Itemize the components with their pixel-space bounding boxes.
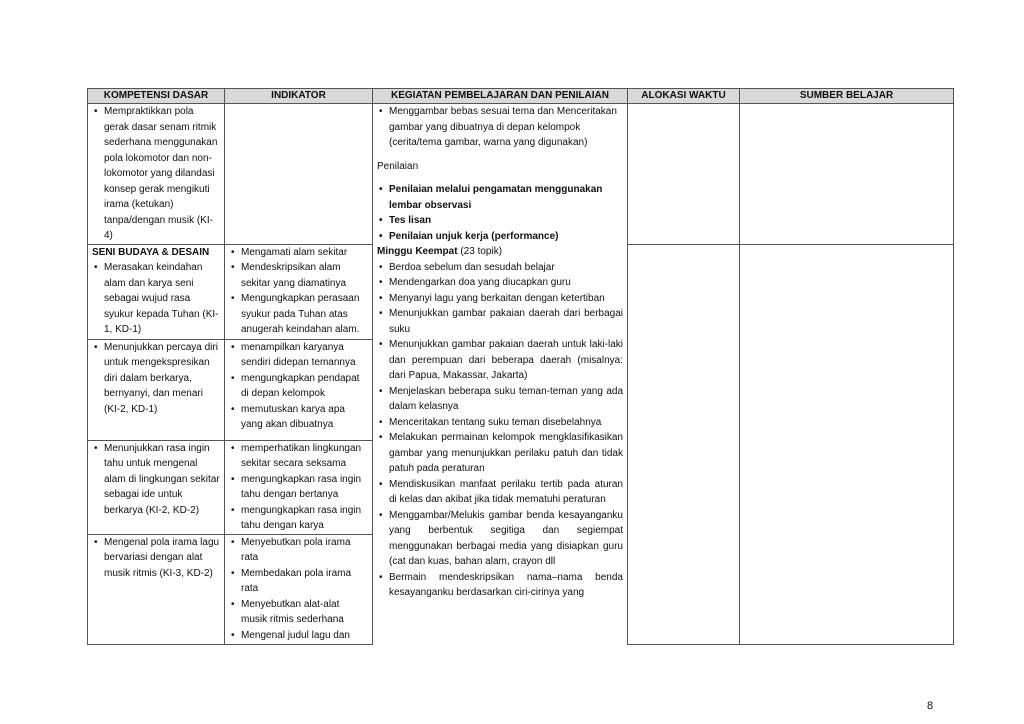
table-header-row [88, 89, 954, 104]
kd-cell [88, 534, 225, 644]
indikator-cell [225, 339, 373, 440]
indikator-item: • Menyebutkan alat-alat musik ritmis sederhana [229, 597, 368, 628]
kd-item: • Mempraktikkan pola gerak dasar senam ritmik sederhana menggunakan pola lokomotor dan non-lokomotor yang dilandasi konsep gerak mengikuti irama (ketukan) tanpa/dengan musik (KI-4) [92, 104, 220, 244]
indikator-item: • Menyebutkan pola irama rata [229, 535, 368, 566]
penilaian-item: • Penilaian unjuk kerja (performance) [377, 229, 623, 245]
kegiatan-item: • Menjelaskan beberapa suku teman-teman yang ada dalam kelasnya [377, 384, 623, 415]
indikator-item: • Mengamati alam sekitar [229, 245, 368, 261]
indikator-item: • memperhatikan lingkungan sekitar secara seksama [229, 441, 368, 472]
header-kompetensi: KOMPETENSI DASAR [88, 89, 225, 104]
alokasi-cell [628, 104, 740, 245]
sumber-cell [740, 244, 954, 644]
indikator-item: • Mendeskripsikan alam sekitar yang diamatinya [229, 260, 368, 291]
syllabus-table [87, 88, 954, 645]
indikator-item: • Mengenal judul lagu dan [229, 628, 368, 644]
kegiatan-item: • Mendiskusikan manfaat perilaku tertib pada aturan di kelas dan akibat jika tidak mematuhi peraturan [377, 477, 623, 508]
sumber-cell [740, 104, 954, 245]
indikator-item: • memutuskan karya apa yang akan dibuatnya [229, 402, 368, 433]
kegiatan-item: • Mendengarkan doa yang diucapkan guru [377, 275, 623, 291]
indikator-item: • menampilkan karyanya sendiri didepan temannya [229, 340, 368, 371]
kd-item: • Mengenal pola irama lagu bervariasi dengan alat musik ritmis (KI-3, KD-2) [92, 535, 220, 582]
indikator-cell [225, 440, 373, 534]
indikator-item: • mengungkapkan rasa ingin tahu dengan bertanya [229, 472, 368, 503]
indikator-cell [225, 244, 373, 339]
kd-item: • Menunjukkan percaya diri untuk mengekspresikan diri dalam berkarya, bernyanyi, dan menari (KI-2, KD-1) [92, 340, 220, 418]
section-title: SENI BUDAYA & DESAIN [92, 246, 210, 258]
week-note: (23 topik) [460, 246, 503, 257]
header-indikator: INDIKATOR [225, 89, 373, 104]
kegiatan-item: • Bermain mendeskripsikan nama–nama benda kesayanganku berdasarkan ciri-cirinya yang [377, 570, 623, 601]
kd-cell [88, 244, 225, 339]
header-alokasi: ALOKASI WAKTU [628, 89, 740, 104]
kegiatan-item: • Menggambar bebas sesuai tema dan Menceritakan gambar yang dibuatnya di depan kelompok (cerita/tema gambar, warna yang digunakan) [377, 104, 623, 151]
page-number: 8 [927, 700, 934, 712]
kd-cell [88, 104, 225, 245]
week-heading [377, 244, 623, 260]
kd-item: • Merasakan keindahan alam dan karya seni sebagai wujud rasa syukur kepada Tuhan (KI-1, KD-1) [92, 260, 220, 338]
indikator-cell [225, 534, 373, 644]
kegiatan-item: • Melakukan permainan kelompok mengklasifikasikan gambar yang menunjukkan perilaku patuh dan tidak patuh pada peraturan [377, 430, 623, 477]
indikator-item: • mengungkapkan pendapat di depan kelompok [229, 371, 368, 402]
week-label: Minggu Keempat [377, 246, 458, 257]
kegiatan-item: • Menunjukkan gambar pakaian daerah untuk laki-laki dan perempuan dari beberapa daerah (misalnya: dari Papua, Makassar, Jakarta) [377, 337, 623, 384]
penilaian-label: Penilaian [377, 160, 419, 172]
kegiatan-item: • Berdoa sebelum dan sesudah belajar [377, 260, 623, 276]
kegiatan-item: • Menggambar/Melukis gambar benda kesayanganku yang berbentuk segitiga dan segiempat menggunakan berbagai media yang disiapkan guru (cat dan kuas, bahan alam, crayon dll [377, 508, 623, 570]
indikator-item: • mengungkapkan rasa ingin tahu dengan karya [229, 503, 368, 534]
table-row [88, 104, 954, 245]
penilaian-item: • Penilaian melalui pengamatan menggunakan lembar observasi [377, 182, 623, 213]
indikator-item: • Membedakan pola irama rata [229, 566, 368, 597]
indikator-item: • Mengungkapkan perasaan syukur pada Tuhan atas anugerah keindahan alam. [229, 291, 368, 338]
indikator-cell [225, 104, 373, 245]
kegiatan-item: • Menyanyi lagu yang berkaitan dengan ketertiban [377, 291, 623, 307]
kegiatan-cell [373, 104, 628, 645]
kd-cell [88, 339, 225, 440]
kegiatan-item: • Menceritakan tentang suku teman disebelahnya [377, 415, 623, 431]
header-kegiatan: KEGIATAN PEMBELAJARAN DAN PENILAIAN [373, 89, 628, 104]
kegiatan-item: • Menunjukkan gambar pakaian daerah dari berbagai suku [377, 306, 623, 337]
penilaian-item: • Tes lisan [377, 213, 623, 229]
alokasi-cell [628, 244, 740, 644]
kd-item: • Menunjukkan rasa ingin tahu untuk mengenal alam di lingkungan sekitar sebagai ide untuk berkarya (KI-2, KD-2) [92, 441, 220, 519]
header-sumber: SUMBER BELAJAR [740, 89, 954, 104]
kd-cell [88, 440, 225, 534]
